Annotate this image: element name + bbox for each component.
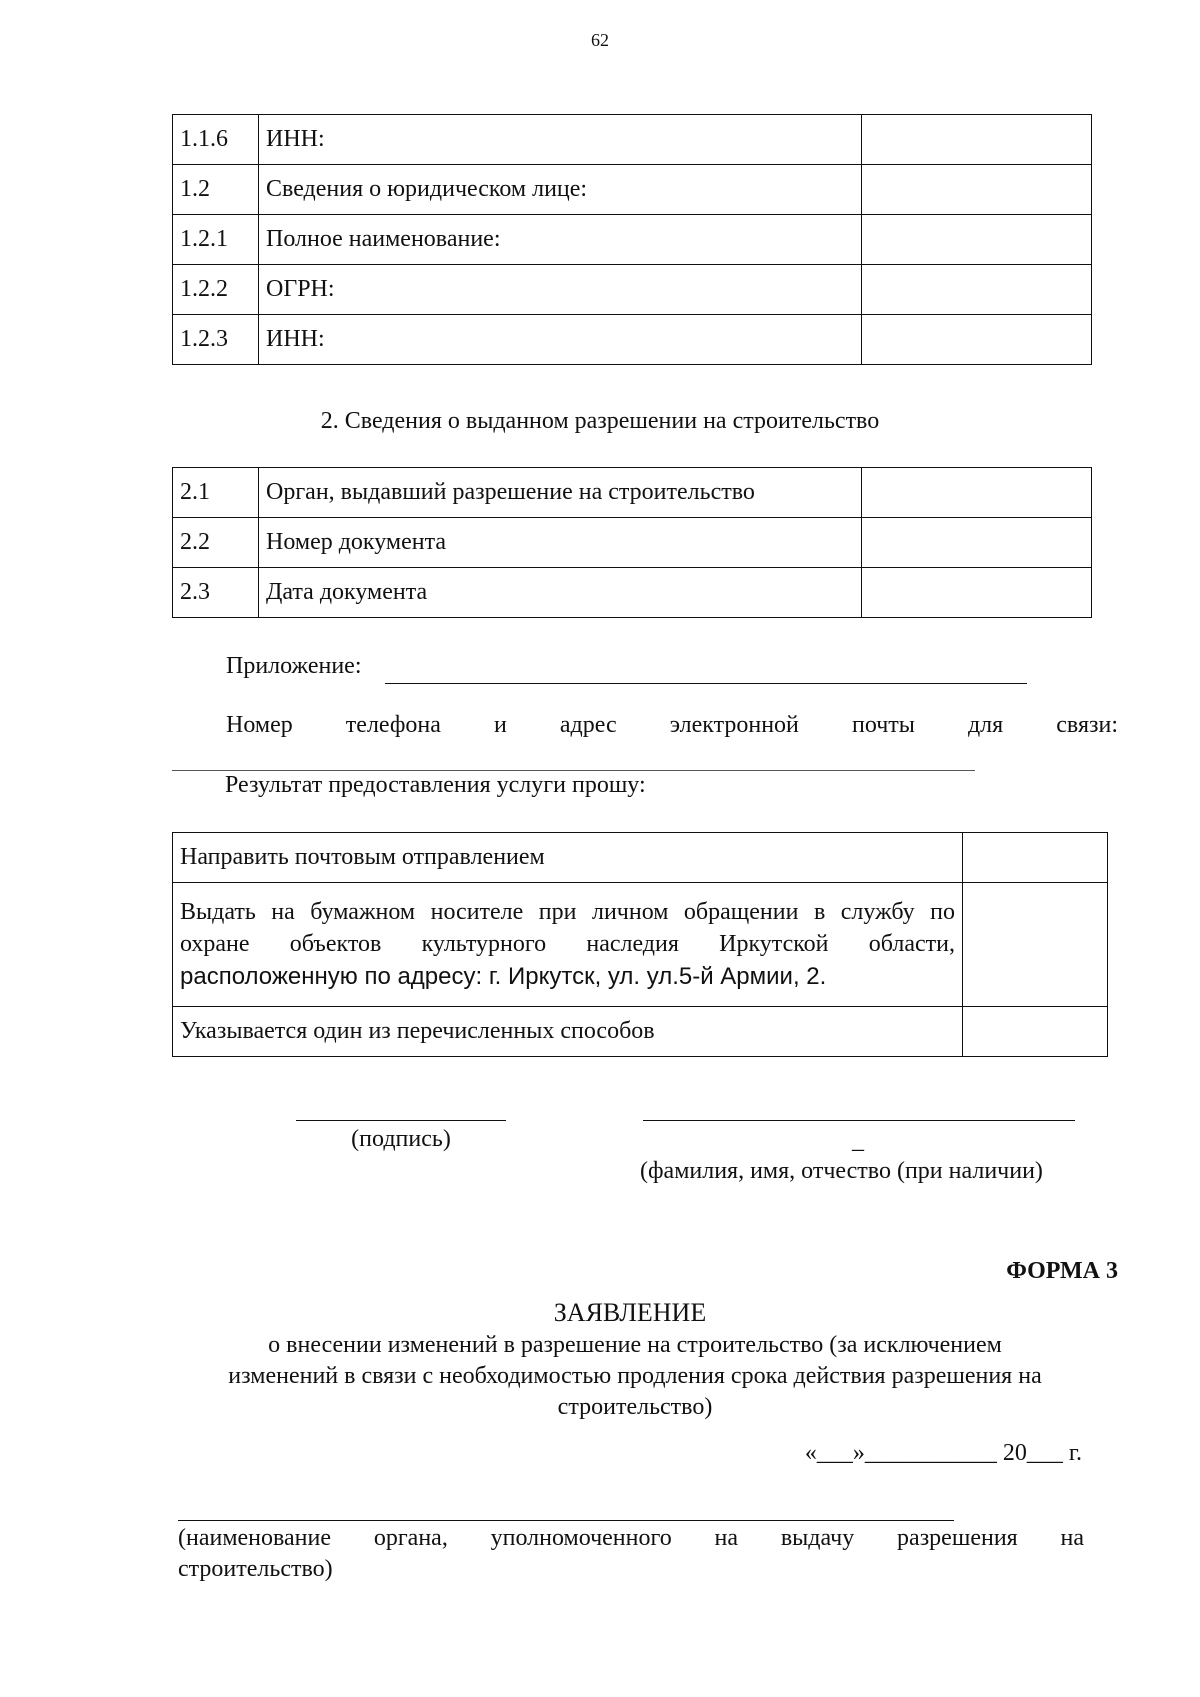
table-row	[173, 468, 1092, 518]
delivery-option-checkbox-cell[interactable]	[963, 883, 1108, 1007]
row-value-cell[interactable]	[862, 568, 1092, 618]
row-value-cell[interactable]	[862, 468, 1092, 518]
table-row	[173, 115, 1092, 165]
row-number: 2.2	[173, 518, 259, 568]
phone-email-word: связи:	[1056, 712, 1118, 738]
delivery-option-line: охране объектов культурного наследия Иркутской области,	[180, 931, 955, 958]
delivery-option-line: Выдать на бумажном носителе при личном обращении в службу по	[180, 898, 955, 925]
table-row	[173, 315, 1092, 365]
authority-caption-line: (наименование органа, уполномоченного на выдачу разрешения на	[178, 1525, 1084, 1551]
phone-email-word: телефона	[345, 712, 441, 738]
signature-line[interactable]	[296, 1090, 506, 1121]
permit-info-table	[172, 467, 1092, 618]
row-value-cell[interactable]	[862, 315, 1092, 365]
row-number: 1.2.3	[173, 315, 259, 365]
row-number: 1.2	[173, 165, 259, 215]
dash-mark: _	[852, 1128, 864, 1154]
delivery-option-checkbox-cell[interactable]	[963, 833, 1108, 883]
authority-caption-line: строительство)	[178, 1556, 333, 1583]
legal-entity-table	[172, 114, 1092, 365]
row-value-cell[interactable]	[862, 518, 1092, 568]
row-value-cell[interactable]	[862, 115, 1092, 165]
row-value-cell[interactable]	[862, 165, 1092, 215]
table-row	[173, 518, 1092, 568]
table-row	[173, 265, 1092, 315]
table-row	[173, 165, 1092, 215]
description-line: изменений в связи с необходимостью продления срока действия разрешения на	[228, 1363, 1042, 1390]
delivery-option-label	[173, 883, 963, 1007]
delivery-option-label: Направить почтовым отправлением	[173, 833, 963, 883]
phone-email-word: электронной	[669, 712, 799, 738]
authority-caption	[178, 1523, 1084, 1585]
row-label: Дата документа	[259, 568, 862, 618]
table-row	[173, 833, 1108, 883]
application-title: ЗАЯВЛЕНИЕ	[553, 1298, 707, 1327]
section-2-title: 2. Сведения о выданном разрешении на строительство	[320, 408, 880, 434]
row-label: Сведения о юридическом лице:	[259, 165, 862, 215]
table-row	[173, 883, 1108, 1007]
row-label: ОГРН:	[259, 265, 862, 315]
delivery-option-line: расположенную по адресу: г. Иркутск, ул. ул.5-й Армии, 2.	[180, 962, 827, 990]
row-number: 1.1.6	[173, 115, 259, 165]
table-row	[173, 215, 1092, 265]
description-line: о внесении изменений в разрешение на строительство (за исключением	[268, 1332, 1002, 1358]
form-3-label: ФОРМА 3	[1006, 1258, 1118, 1284]
attachment-label: Приложение:	[226, 653, 362, 679]
row-label: Орган, выдавший разрешение на строительство	[259, 468, 862, 518]
full-name-line[interactable]	[643, 1090, 1075, 1121]
phone-email-word: адрес	[559, 712, 617, 738]
delivery-method-table	[172, 832, 1108, 1057]
result-label: Результат предоставления услуги прошу:	[225, 772, 646, 798]
row-label: ИНН:	[259, 115, 862, 165]
phone-email-input-line[interactable]	[172, 740, 975, 771]
row-number: 2.1	[173, 468, 259, 518]
table-row	[173, 1007, 1108, 1057]
row-label: ИНН:	[259, 315, 862, 365]
phone-email-word: почты	[851, 712, 915, 738]
description-line: строительство)	[557, 1394, 713, 1421]
row-label: Номер документа	[259, 518, 862, 568]
row-number: 2.3	[173, 568, 259, 618]
row-number: 1.2.1	[173, 215, 259, 265]
application-description	[170, 1330, 1100, 1424]
attachment-input-line[interactable]	[385, 653, 1027, 684]
full-name-caption: (фамилия, имя, отчество (при наличии)	[640, 1158, 1043, 1184]
date-field[interactable]: «___»___________ 20___ г.	[804, 1440, 1082, 1466]
delivery-option-label: Указывается один из перечисленных способов	[173, 1007, 963, 1057]
row-label: Полное наименование:	[259, 215, 862, 265]
row-value-cell[interactable]	[862, 215, 1092, 265]
page-number: 62	[591, 30, 609, 50]
phone-email-word: Номер	[226, 712, 293, 738]
row-number: 1.2.2	[173, 265, 259, 315]
phone-email-label	[226, 712, 1118, 739]
row-value-cell[interactable]	[862, 265, 1092, 315]
phone-email-word: и	[493, 712, 507, 738]
authority-name-line[interactable]	[178, 1490, 954, 1521]
phone-email-word: для	[967, 712, 1004, 738]
delivery-option-checkbox-cell[interactable]	[963, 1007, 1108, 1057]
signature-caption: (подпись)	[351, 1126, 451, 1152]
table-row	[173, 568, 1092, 618]
